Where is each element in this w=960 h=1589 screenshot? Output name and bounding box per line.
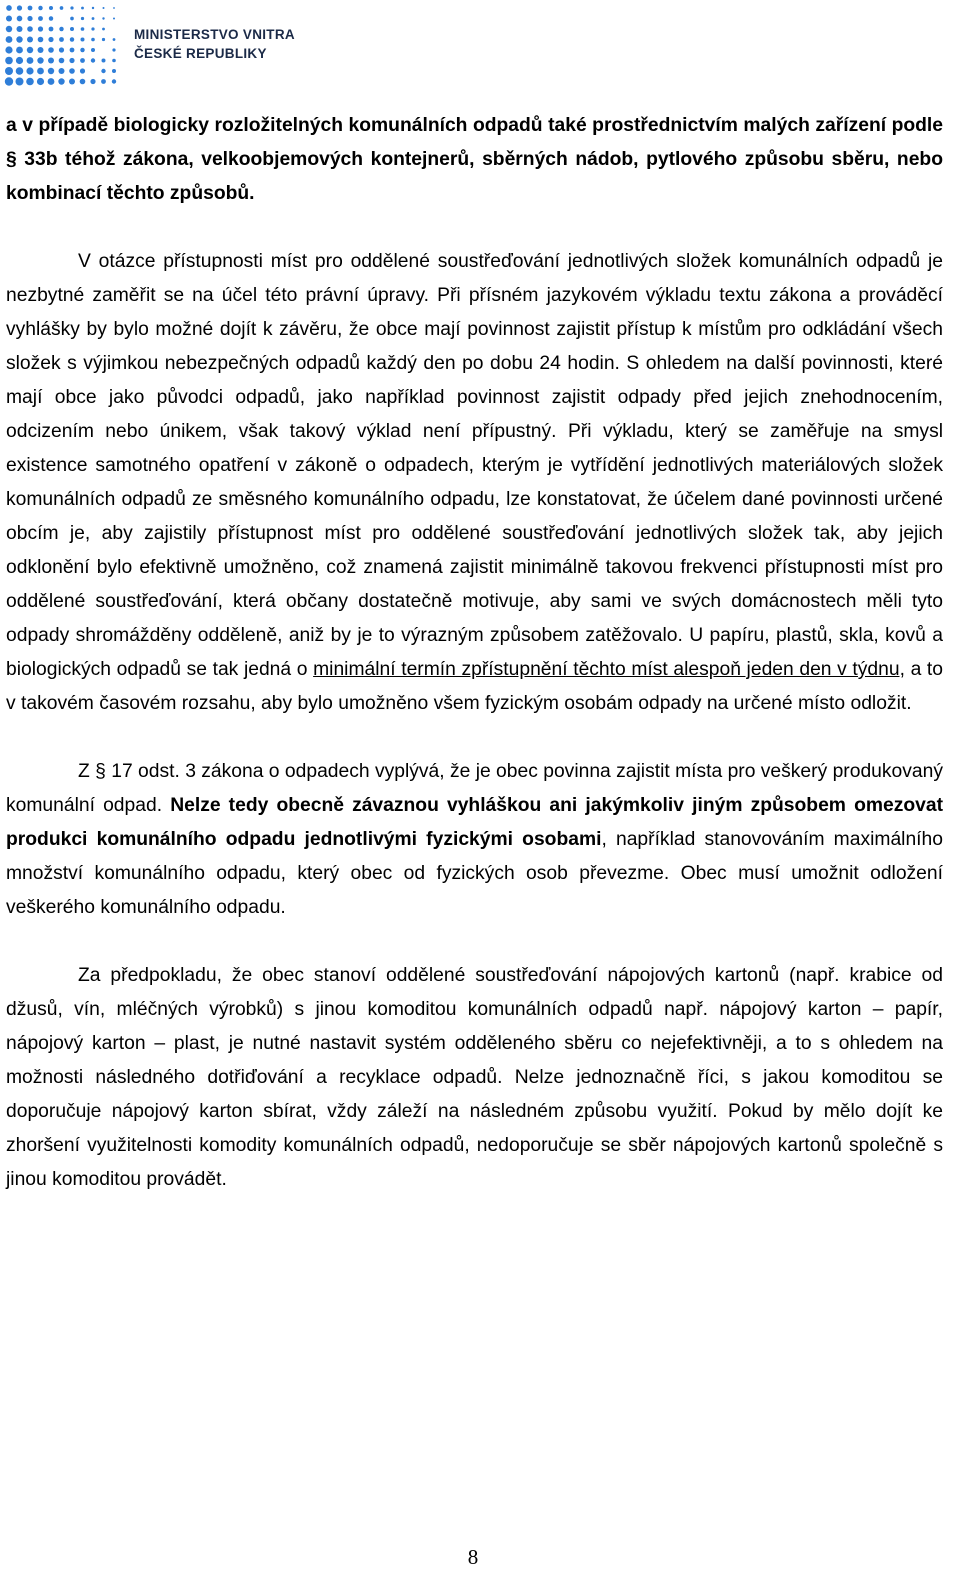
logo-dot [5,77,13,85]
logo-dot [70,17,74,21]
logo-dot [17,5,22,10]
logo-dot [81,27,85,31]
logo-dot [70,27,74,31]
logo-dot [102,7,104,9]
logo-dot [91,38,95,42]
logo-dot [38,37,44,43]
logo-dot [38,6,42,10]
paragraph-accessibility-outro: a to v takovém časovém rozsahu, aby bylo umožněno všem fyzickým osobám odpady na určené místo odložit. [6,659,944,714]
logo-dot [37,78,44,85]
ministry-logo-icon [4,2,124,86]
logo-dot [92,7,94,9]
logo-dot [112,59,116,63]
logo-dot [91,27,94,30]
logo-dot [16,67,24,75]
logo-dot [37,47,43,53]
logo-dot [69,58,74,63]
logo-dot [90,79,95,84]
logo-dot [6,5,12,11]
paragraph-accessibility-intro: V otázce přístupnosti míst pro oddělené soustřeďování jednotlivých složek komunálních odpadů je nezbytné zaměřit se na účel této právní úpravy. Při přísném jazykovém výkladu textu zákona a prováděcí vyhlášky by bylo možné dojít k závěru, že obce mají povinnost zajistit přístup k místům pro odkládání všech složek s výjimkou nebezpečných odpadů každý den po dobu 24 hodin. S ohledem na další povinnosti, které mají obce jako původci odpadů, jako například povinnost zajistit odpady před jejich znehodnocením, odcizením nebo únikem, však takový výklad není přípustný. Při výkladu, který se zaměřuje na smysl existence samotného opatření v zákoně o odpadech, kterým je vytřídění jednotlivých materiálových složek komunálních odpadů ze směsného komunálního odpadu, lze konstatovat, že účelem dané povinnosti určené obcím je, aby zajistily přístupnost míst pro oddělené soustřeďování jednotlivých složek tak, aby jejich odklonění bylo efektivně umožněno, což znamená zajistit minimálně takovou frekvenci přístupnosti míst pro oddělené soustřeďování, která občany dostatečně motivuje, aby sami ve svých domácnostech měli tyto odpady shromážděny odděleně, aniž by je to výrazným způsobem zatěžovalo. U papíru, plastů, skla, kovů a biologických odpadů se tak jedná o [6,251,943,680]
underlined-minimum-term: minimální termín zpřístupnění těchto míst alespoň jeden den v týdnu, [313,659,905,680]
logo-dot [80,68,85,73]
logo-dot [6,15,12,21]
logo-dot [16,36,22,42]
logo-dot [48,78,55,85]
logo-dot [80,48,84,52]
logo-dot [49,16,53,20]
logo-dot [92,17,95,20]
document-header [4,2,324,86]
logo-dot [16,78,24,86]
logo-dot [60,6,64,10]
page-number: 8 [467,1545,479,1569]
logo-dot [5,46,12,53]
logo-dot [5,67,13,75]
logo-dot [112,69,116,73]
logo-dot [48,58,54,64]
logo-dot [16,47,23,54]
logo-dot [58,78,64,84]
logo-dot [70,37,74,41]
logo-dot [27,16,32,21]
ministry-name-line1: MINISTERSTVO VNITRA [134,27,295,42]
logo-dot [101,69,105,73]
logo-dot [80,79,86,85]
logo-dot [59,58,65,64]
logo-dot [81,7,84,10]
logo-dot [81,17,84,20]
logo-dot [59,37,64,42]
logo-dot [27,57,34,64]
logo-dot [112,48,115,51]
logo-dot [27,36,33,42]
paragraph-beverage-cartons [6,959,943,1197]
logo-dot [91,58,95,62]
logo-dot [70,48,75,53]
logo-dot [6,26,12,32]
paragraph-accessibility [6,245,943,721]
logo-dot [38,16,43,21]
logo-dot [37,57,43,63]
logo-dot [80,37,84,41]
bold-restriction-statement: Nelze tedy obecně závaznou vyhláškou ani jakýmkoliv jiným způsobem omezovat produkci komunálního odpadu jednotlivými fyzickými osobami [6,795,943,850]
paragraph-continuation: a v případě biologicky rozložitelných komunálních odpadů také prostřednictvím malých zařízení podle § 33b téhož zákona, velkoobjemových kontejnerů, sběrných nádob, pytlového způsobu sběru, nebo kombinací těchto způsobů. [6,115,943,204]
logo-dot [59,68,65,74]
logo-dot [112,79,116,83]
logo-dot [102,28,105,31]
logo-dot [101,79,106,84]
logo-dot [113,38,116,41]
ministry-name [134,25,295,63]
logo-dot [59,27,63,31]
logo-dot [16,57,23,64]
logo-dot [6,36,13,43]
paragraph-all-waste-intro: Z § 17 odst. 3 zákona o odpadech vyplývá, že je obec povinna zajistit místa pro veškerý produkovaný komunální odpad. [6,761,943,816]
ministry-name-line2: ČESKÉ REPUBLIKY [134,46,267,61]
logo-dot [28,6,33,11]
logo-dot [26,78,34,86]
logo-dot [37,68,44,75]
logo-dot [102,59,106,63]
logo-dot [80,58,85,63]
logo-dot [38,26,43,31]
paragraph-all-waste [6,755,943,925]
logo-dot [48,47,54,53]
logo-dot [69,68,75,74]
logo-dot [27,47,33,53]
logo-dot [48,37,53,42]
logo-dot [49,6,53,10]
paragraph-beverage-cartons-text: Za předpokladu, že obec stanoví oddělené soustřeďování nápojových kartonů (např. krabice od džusů, vín, mléčných výrobků) s jinou komoditou komunálních odpadů např. nápojový karton – papír, nápojový karton – plast, je nutné nastavit systém odděleného sběru co nejefektivněji, a to s ohledem na možnosti následného dotřiďování a recyklace odpadů. Nelze jednoznačně říci, s jakou komoditou se doporučuje nápojový karton sbírat, vždy záleží na následném způsobu využití. Pokud by mělo dojít ke zhoršení využitelnosti komodity komunálních odpadů, nedoporučuje se sběr nápojových kartonů společně s jinou komoditou provádět. [6,965,943,1190]
logo-dot [70,6,73,9]
logo-dot [59,47,64,52]
logo-dot [91,48,95,52]
logo-dot [113,7,115,9]
logo-dot [27,26,33,32]
logo-dot [16,26,22,32]
logo-dot [5,57,13,65]
logo-dot [26,67,33,74]
logo-dot [102,38,105,41]
logo-dot [49,27,54,32]
logo-dot [17,16,23,22]
logo-dot [69,79,75,85]
document-body [6,109,943,1197]
logo-dot [48,68,54,74]
logo-dot [113,17,115,19]
paragraph-all-waste-outro: , například stanovováním maximálního množství komunálního odpadu, který obec od fyzických osob převezme. Obec musí umožnit odložení veškerého komunálního odpadu. [6,829,943,918]
logo-dot [102,17,104,19]
